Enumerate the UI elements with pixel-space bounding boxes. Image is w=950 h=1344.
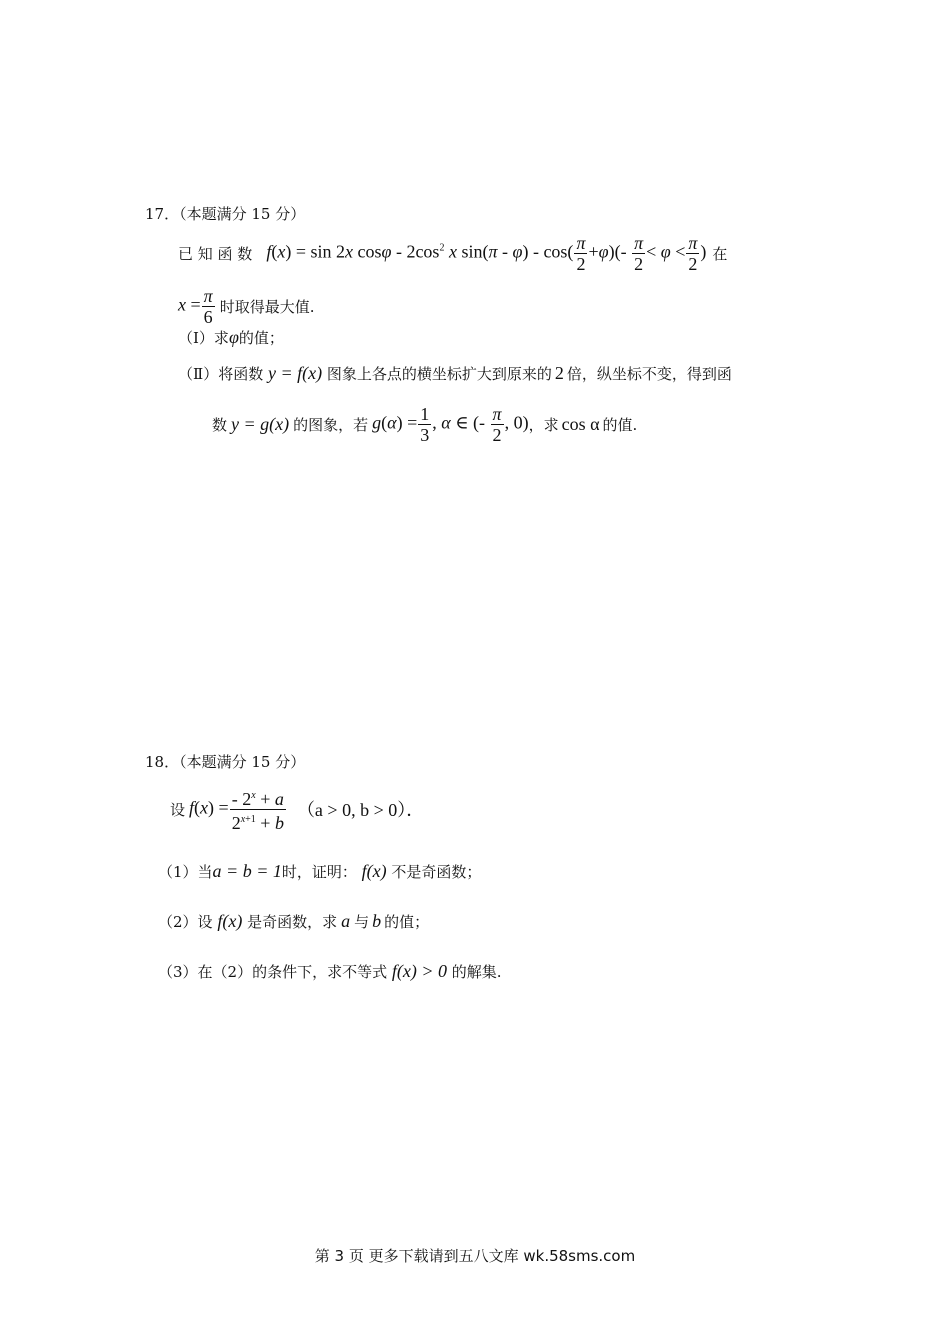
q18-p2-text: 是奇函数，求 (247, 913, 338, 931)
q18-p2-mid: 与 (354, 913, 370, 931)
q17-part2b-label: 数 (212, 415, 228, 434)
q17-part1-var: φ (228, 327, 239, 347)
q17-part2b-cos: cos α (561, 413, 600, 434)
q17-part1-label: （Ⅰ）求 (178, 329, 229, 347)
q18-part1 (158, 861, 481, 882)
q17-part2-num: 2 (554, 363, 564, 383)
q17-part2-text2: 倍，纵坐标不变，得到函 (566, 365, 732, 383)
q17-intro-tail: 在 (712, 244, 728, 263)
q17-function-definition: f(x) = sin 2x cosφ - $2\cos^2$ x sin(π - φ) - cos( $\frac{\pi}{2}$ +φ)(- $\frac{\pi}{2}$ < φ < $\frac{\pi}{2}$ ) (266, 232, 707, 274)
q18-def-label: 设 (170, 800, 186, 819)
q18-definition (170, 785, 424, 833)
q18-p1-tail: 不是奇函数； (391, 863, 482, 881)
q18-p2-label: （2）设 (158, 913, 213, 931)
q17-intro (178, 231, 727, 275)
q17-part2b-tail: 的值. (602, 415, 638, 434)
q18-part3 (158, 961, 502, 982)
q17-part2-text: 图象上各点的横坐标扩大到原来的 (326, 365, 552, 383)
q17-condition (178, 284, 314, 328)
q17-intro-label: 已 知 函 数 (178, 244, 253, 263)
q18-header: 18．（本题满分 15 分） (145, 753, 306, 771)
q17-part2b-condition: g(α) = $\frac{1}{3}$ , α ∈ (- $\frac{\pi}{2}$ , 0) (372, 403, 529, 445)
q17-part2-fx: y = f(x) (267, 363, 323, 383)
q17-part2b-gx: y = g(x) (231, 413, 290, 434)
q18-p3-label: （3）在（2）的条件下，求不等式 (158, 963, 388, 981)
q17-part2 (178, 363, 732, 384)
q18-p3-inequality: f(x) > 0 (391, 961, 447, 981)
q17-part2b-comma: ，求 (528, 415, 559, 434)
q18-p1-fx: f(x) (361, 861, 387, 881)
q18-p2-tail: 的值； (384, 913, 430, 931)
q17-header: 17．（本题满分 15 分） (145, 205, 306, 223)
q18-p2-b: b (372, 911, 382, 931)
q18-part2 (158, 911, 429, 932)
q18-p1-condition: a = b = 1 (212, 861, 282, 881)
q18-p1-label: （1）当 (158, 863, 213, 881)
q18-def-condition: （a > 0, b > 0）． (296, 800, 425, 820)
q17-part1-tail: 的值； (238, 329, 284, 347)
q17-condition-math: x = $\frac{\pi}{6}$ (178, 285, 213, 327)
q18-p2-a: a (341, 911, 351, 931)
q18-p2-fx: f(x) (217, 911, 243, 931)
q18-function-definition: f(x) = $\frac{- 2^x + a}{2^{x+1} + b}$ (189, 786, 287, 833)
page-footer: 第 3 页 更多下载请到五八文库 wk.58sms.com (314, 1247, 636, 1265)
q17-part1 (178, 327, 284, 348)
q17-part2b-text: 的图象，若 (293, 415, 369, 434)
q17-part2-continued (212, 402, 637, 446)
q17-condition-text: 时取得最大值. (219, 297, 315, 316)
q18-p3-tail: 的解集. (451, 963, 502, 981)
q18-p1-text: 时，证明： (281, 863, 357, 881)
q17-part2-label: （Ⅱ）将函数 (178, 365, 264, 383)
